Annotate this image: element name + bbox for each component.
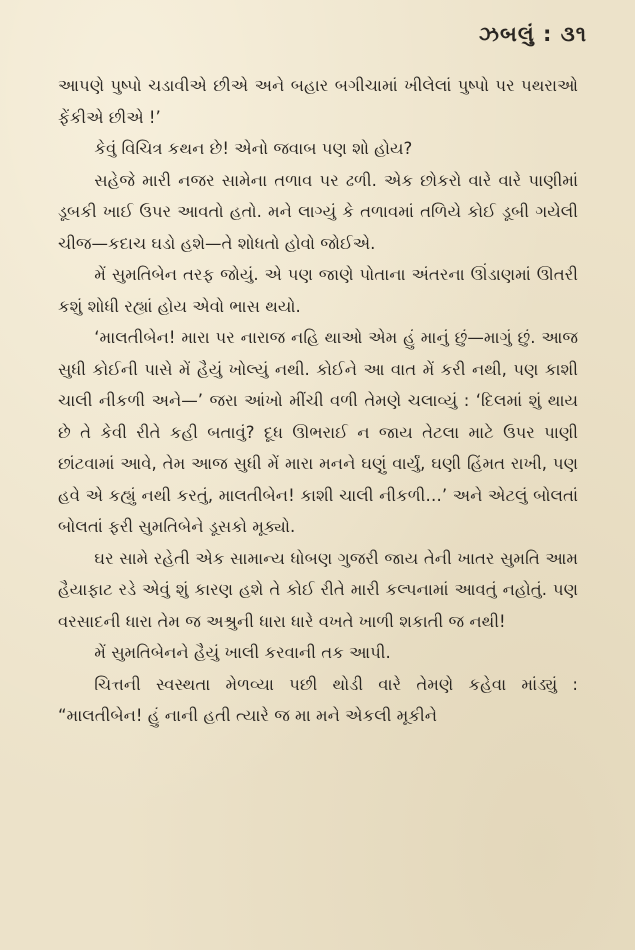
running-head: ઝબલું : ૩૧: [478, 22, 587, 46]
paragraph: ચિત્તની સ્વસ્થતા મેળવ્યા પછી થોડી વારે તેમણે કહેવા માંડ્યું : “માલતીબેન! હું નાની હતી ત્યારે જ મા મને એકલી મૂકીને: [58, 674, 578, 725]
paragraph: સહેજે મારી નજર સામેના તળાવ પર ઢળી. એક છોકરો વારે વારે પાણીમાં ડૂબકી ખાઈ ઉપર આવતો હતો. મને લાગ્યું કે તળાવમાં તળિયે કોઈ ડૂબી ગયેલી ચીજ—કદાચ ઘડો હશે—તે શોધતો હોવો જોઈએ.: [58, 170, 578, 253]
paragraph: આપણે પુષ્પો ચડાવીએ છીએ અને બહાર બગીચામાં ખીલેલાં પુષ્પો પર પથરાઓ ફેંકીએ છીએ !’: [58, 76, 578, 127]
paragraph: ‘માલતીબેન! મારા પર નારાજ નહિ થાઓ એમ હું માનું છું—માગું છું. આજ સુધી કોઈની પાસે મેં હૈયું ખોલ્યું નથી. કોઈને આ વાત મેં કરી નથી, પણ કાશી ચાલી નીકળી અને—’ જરા આંખો મીંચી વળી તેમણે ચલાવ્યું : ‘દિલમાં શું થાય છે તે કેવી રીતે કહી બતાવું? દૂધ ઊભરાઈ ન જાય તેટલા માટે ઉપર પાણી છાંટવામાં આવે, તેમ આજ સુધી મેં મારા મનને ઘણું વાર્યું, ઘણી હિંમત રાખી, પણ હવે એ કહ્યું નથી કરતું, માલતીબેન! કાશી ચાલી નીકળી…’ અને એટલું બોલતાં બોલતાં ફરી સુમતિબેને ડૂસકો મૂક્યો.: [58, 328, 578, 536]
paragraph: મેં સુમતિબેનને હૈયું ખાલી કરવાની તક આપી.: [94, 643, 391, 662]
paragraph: મેં સુમતિબેન તરફ જોયું. એ પણ જાણે પોતાના અંતરના ઊંડાણમાં ઊતરી કશું શોધી રહ્યાં હોય એવો ભાસ થયો.: [58, 265, 578, 316]
body-text: [58, 70, 578, 732]
paragraph: ઘર સામે રહેતી એક સામાન્ય ધોબણ ગુજરી જાય તેની ખાતર સુમતિ આમ હૈયાફાટ રડે એવું શું કારણ હશે તે કોઈ રીતે મારી કલ્પનામાં આવતું નહોતું. પણ વરસાદની ધારા તેમ જ અશ્રુની ધારા ધારે વખતે ખાળી શકાતી જ નથી!: [58, 548, 578, 631]
paragraph: કેવું વિચિત્ર કથન છે! એનો જવાબ પણ શો હોય?: [94, 139, 413, 158]
